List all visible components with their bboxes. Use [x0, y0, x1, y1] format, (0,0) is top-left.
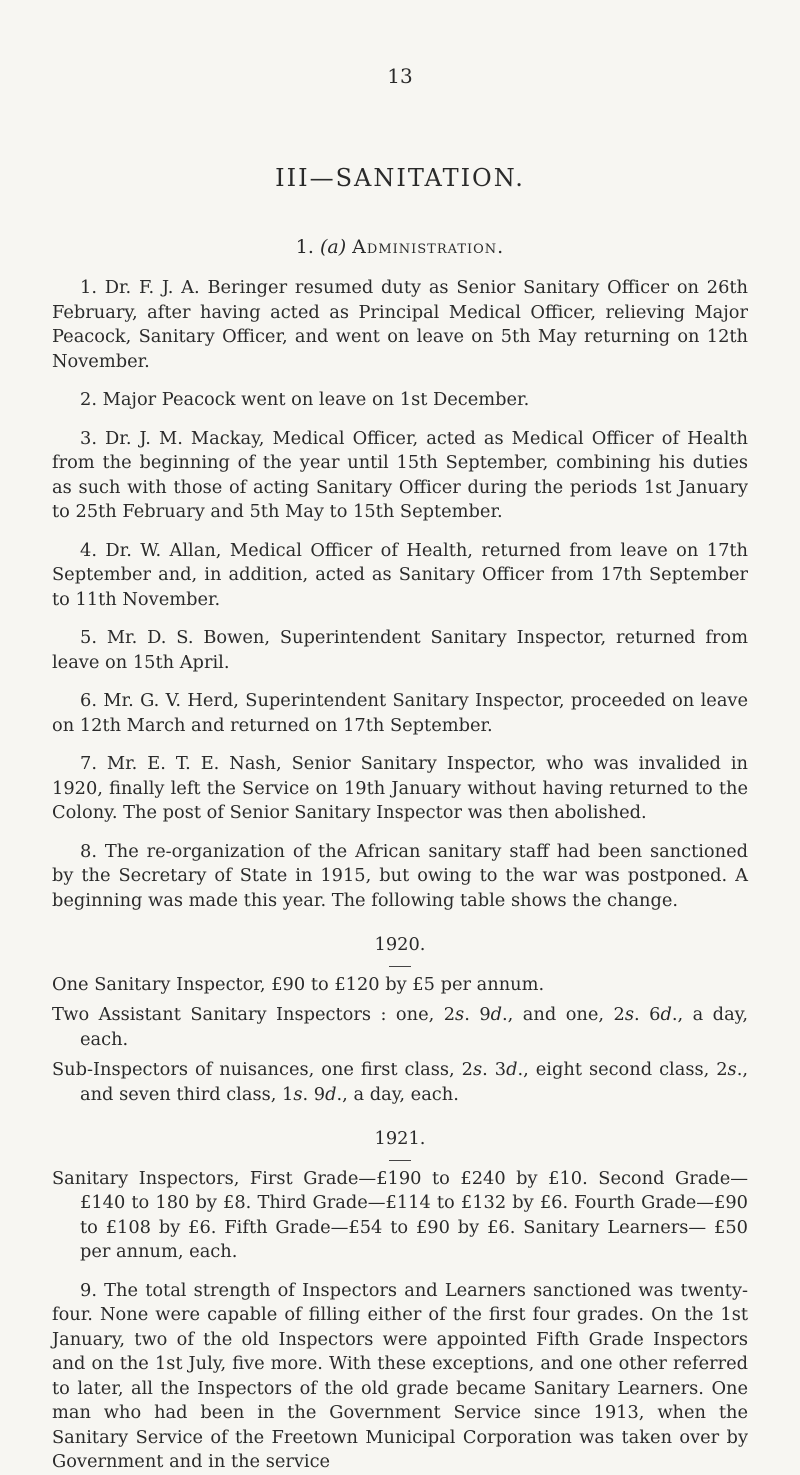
paragraph-4: 4. Dr. W. Allan, Medical Officer of Health, returned from leave on 17th September and, in addition, acted as Sanitary Officer from 17th September to 11th November.	[52, 539, 748, 610]
paragraph-9: 9. The total strength of Inspectors and Learners sanctioned was twenty-four. None were capable of filling either of the first four grades. On the 1st January, two of the old Inspectors were appointed Fifth Grade Inspectors and on the 1st July, five more. With these exceptions, and one other referred to later, all the Inspectors of the old grade became Sanitary Learners. One man who had been in the Government Service since 1913, when the Sanitary Service of the Freetown Municipal Corporation was taken over by Government and in the service	[52, 1279, 748, 1472]
paragraph-6: 6. Mr. G. V. Herd, Superintendent Sanitary Inspector, proceeded on leave on 12th March and returned on 17th September.	[52, 690, 748, 736]
paragraph-7: 7. Mr. E. T. E. Nash, Senior Sanitary Inspector, who was invalided in 1920, finally left the Service on 19th January without having returned to the Colony. The post of Senior Sanitary Inspector was then abolished.	[52, 753, 748, 823]
staff-line-1920-2: Two Assistant Sanitary Inspectors : one, 2s. 9d., and one, 2s. 6d., a day, each.	[52, 1004, 749, 1050]
paragraph-2: 2. Major Peacock went on leave on 1st December.	[80, 389, 530, 410]
page-number: 13	[387, 64, 413, 88]
divider-rule	[389, 966, 411, 967]
staff-line-1920-1: One Sanitary Inspector, £90 to £120 by £5 per annum.	[52, 973, 545, 995]
paragraph-1: 1. Dr. F. J. A. Beringer resumed duty as Senior Sanitary Officer on 26th February, after having acted as Principal Medical Officer, relieving Major Peacock, Sanitary Officer, and went on leave on 5th May returning on 12th November.	[52, 277, 748, 372]
year-heading-1921: 1921.	[374, 1128, 426, 1149]
subsection-letter: (a)	[319, 236, 347, 258]
staff-grades-1921: Sanitary Inspectors, First Grade—£190 to £240 by £10. Second Grade—£140 to 180 by £8. Third Grade—£114 to £132 by £6. Fourth Grade—£90 to £108 by £6. Fifth Grade—£54 to £90 by £6. Sanitary Learners— £50 per annum, each.	[52, 1167, 748, 1262]
subsection-title	[0, 236, 800, 258]
section-title: III—SANITATION.	[275, 164, 525, 192]
paragraph-3: 3. Dr. J. M. Mackay, Medical Officer, acted as Medical Officer of Health from the beginning of the year until 15th September, combining his duties as such with those of acting Sanitary Officer during the periods 1st January to 25th February and 5th May to 15th September.	[52, 427, 748, 522]
paragraph-8: 8. The re-organization of the African sanitary staff had been sanctioned by the Secretary of State in 1915, but owing to the war was postponed. A beginning was made this year. The following table shows the change.	[52, 840, 748, 911]
year-heading-1920: 1920.	[374, 934, 426, 955]
paragraph-5: 5. Mr. D. S. Bowen, Superintendent Sanitary Inspector, returned from leave on 15th April.	[52, 627, 748, 673]
subsection-label: Administration.	[352, 236, 505, 258]
divider-rule	[389, 1160, 411, 1161]
staff-line-1920-3: Sub-Inspectors of nuisances, one first class, 2s. 3d., eight second class, 2s., and seven third class, 1s. 9d., a day, each.	[52, 1059, 748, 1105]
subsection-number: 1.	[295, 236, 314, 258]
body-text	[52, 276, 748, 1475]
